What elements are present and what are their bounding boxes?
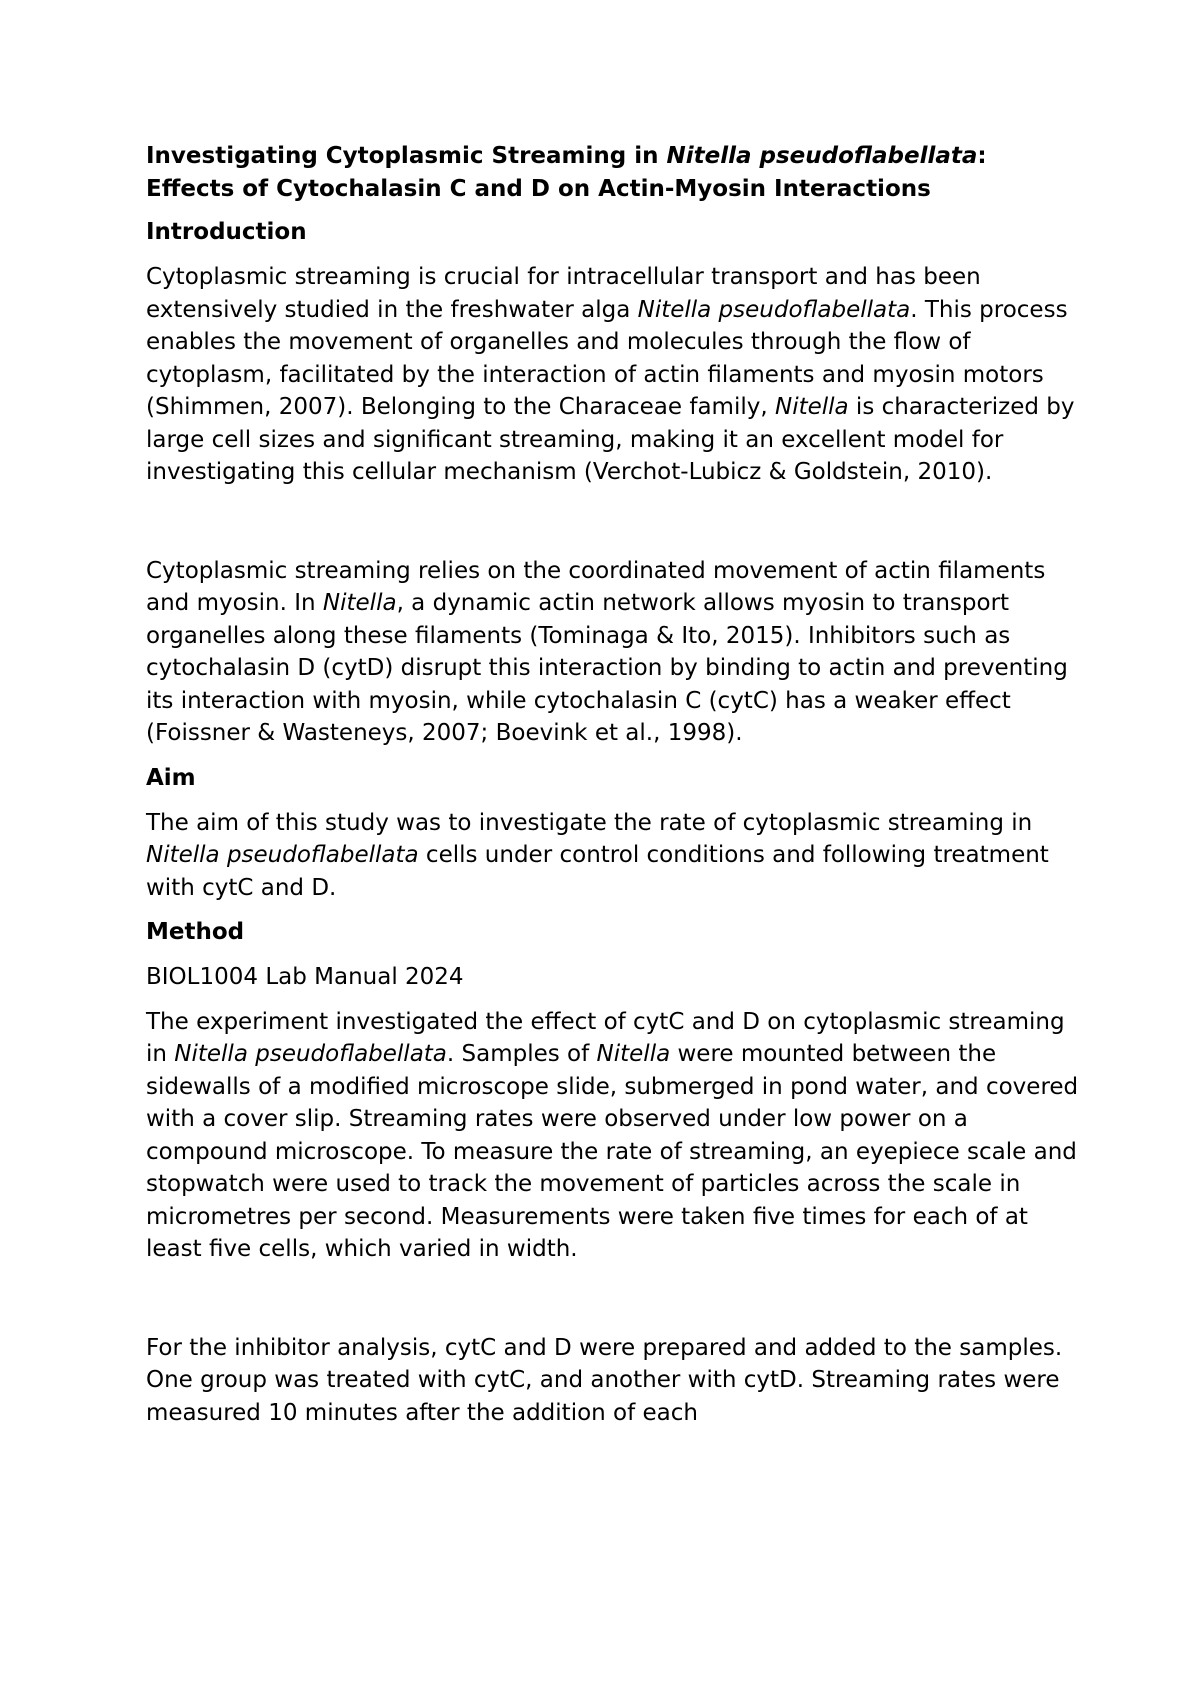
method-p1-text-e: were mounted between the sidewalls of a modified microscope slide, submerged in pond water, and covered with a cover slip. Streaming rates were observed under low power on a compound microscope. To measure the rate of streaming, an eyepiece scale and stopwatch were used to track the movement of particles across the scale in micrometres per second. Measurements were taken five times for each of at least five cells, which varied in width. bbox=[146, 1041, 1079, 1262]
aim-species: Nitella pseudoflabellata bbox=[146, 842, 419, 868]
introduction-paragraph-1 bbox=[146, 261, 1086, 489]
title-part2: : bbox=[977, 143, 987, 169]
document-title bbox=[146, 140, 1086, 206]
intro-p1-species: Nitella pseudoflabellata bbox=[637, 296, 911, 323]
paragraph-gap bbox=[146, 501, 1086, 555]
intro-p2-genus: Nitella bbox=[322, 590, 397, 616]
method-p1-species: Nitella pseudoflabellata bbox=[174, 1041, 447, 1067]
intro-p1-text-a: Cytoplasmic streaming is crucial for intracellular transport and has been extensively studied in the freshwater alga bbox=[146, 264, 981, 323]
method-heading: Method bbox=[146, 919, 245, 945]
intro-p1-text-c: . This process enables the movement of organelles and molecules through the flow of cytoplasm, facilitated by the interaction of actin filaments and myosin motors (Shimmen, 2007). Belonging to the Characeae family, bbox=[146, 296, 1068, 420]
intro-p1-text-e: is characterized by large cell sizes and significant streaming, making it an excellent model for investigating this cellular mechanism (Verchot-Lubicz & Goldstein, 2010). bbox=[146, 394, 1075, 485]
paragraph-gap bbox=[146, 1278, 1086, 1332]
introduction-heading: Introduction bbox=[146, 219, 307, 245]
aim-paragraph bbox=[146, 807, 1086, 905]
method-p1-genus: Nitella bbox=[596, 1041, 671, 1067]
aim-heading: Aim bbox=[146, 764, 196, 791]
intro-p2-text-c: , a dynamic actin network allows myosin to transport organelles along these filaments (Tominaga & Ito, 2015). Inhibitors such as cytochalasin D (cytD) disrupt this interaction by binding to actin and preventing its interaction with myosin, while cytochalasin C (cytC) has a weaker effect (Foissner & Wasteneys, 2007; Boevink et al., 1998). bbox=[146, 590, 1068, 746]
intro-p1-genus: Nitella bbox=[774, 394, 849, 420]
method-p1-text-c: . Samples of bbox=[446, 1041, 597, 1067]
introduction-paragraph-2 bbox=[146, 555, 1086, 750]
method-reference: BIOL1004 Lab Manual 2024 bbox=[146, 964, 464, 990]
method-paragraph-1 bbox=[146, 1006, 1086, 1266]
document-page bbox=[146, 140, 1086, 1441]
aim-text-c: cells under control conditions and following treatment with cytC and D. bbox=[146, 842, 1049, 901]
aim-text-a: The aim of this study was to investigate the rate of cytoplasmic streaming in bbox=[146, 809, 1033, 836]
title-line2: Effects of Cytochalasin C and D on Actin-Myosin Interactions bbox=[146, 176, 931, 202]
title-part1: Investigating Cytoplasmic Streaming in bbox=[146, 143, 667, 169]
intro-p2-text-a: Cytoplasmic streaming relies on the coordinated movement of actin filaments and myosin. In bbox=[146, 557, 1046, 616]
method-p1-text-a: The experiment investigated the effect of cytC and D on cytoplasmic streaming in bbox=[146, 1008, 1065, 1067]
method-paragraph-2: For the inhibitor analysis, cytC and D were prepared and added to the samples. One group was treated with cytC, and another with cytD. Streaming rates were measured 10 minutes after the addition of each bbox=[146, 1334, 1063, 1426]
title-species: Nitella pseudoflabellata bbox=[666, 143, 978, 169]
